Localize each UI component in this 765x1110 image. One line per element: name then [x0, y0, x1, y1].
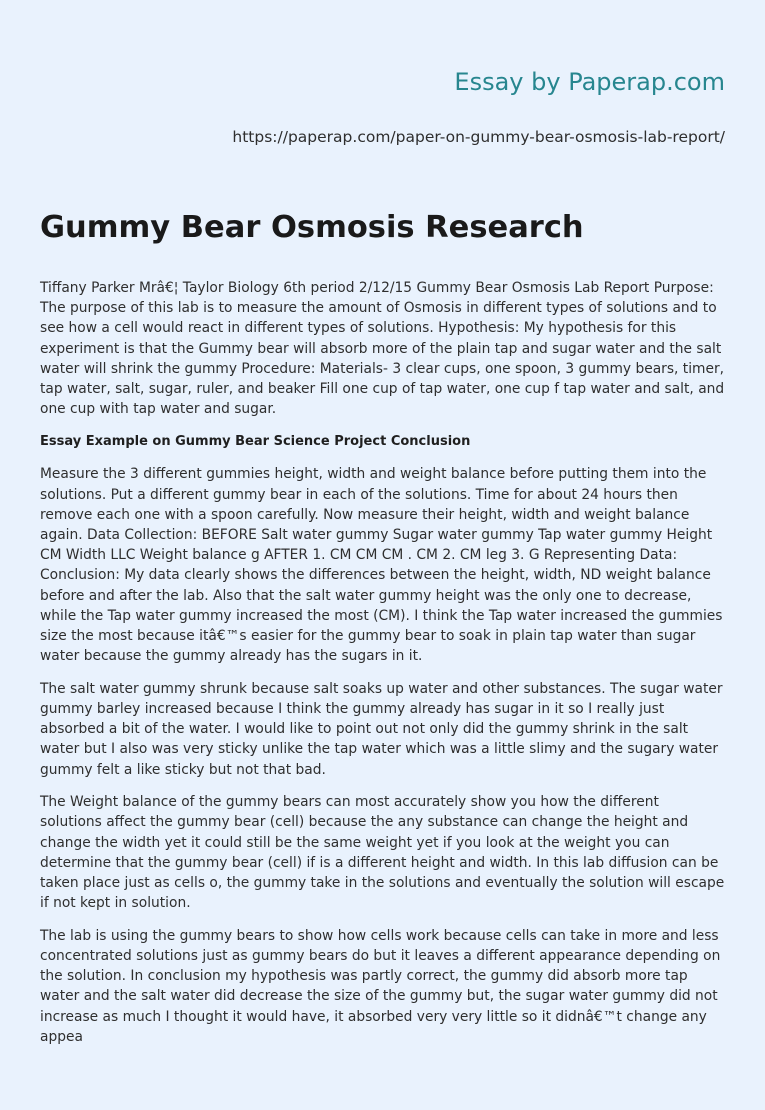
- source-url[interactable]: https://paperap.com/paper-on-gummy-bear-osmosis-lab-report/: [232, 128, 725, 146]
- section-heading: Essay Example on Gummy Bear Science Project Conclusion: [40, 433, 471, 449]
- paragraph-salt-water: The salt water gummy shrunk because salt soaks up water and other substances. The sugar water gummy barley increased because I think the gummy already has sugar in it so I really just absorbed a bit of the water. I would like to point out not only did the gummy shrink in the salt water but I also was very sticky unlike the tap water which was a little slimy and the sugary water gummy felt a like sticky but not that bad.: [40, 680, 723, 778]
- site-brand[interactable]: Essay by Paperap.com: [454, 68, 725, 96]
- paragraph-intro: Tiffany Parker Mrâ€¦ Taylor Biology 6th period 2/12/15 Gummy Bear Osmosis Lab Report Purpose: The purpose of this lab is to measure the amount of Osmosis in different types of solutions and to see how a cell would react in different types of solutions. Hypothesis: My hypothesis for this experiment is that the Gummy bear will absorb more of the plain tap and sugar water and the salt water will shrink the gummy Procedure: Materials- 3 clear cups, one spoon, 3 gummy bears, timer, tap water, salt, sugar, ruler, and beaker Fill one cup of tap water, one cup f tap water and salt, and one cup with tap water and sugar.: [40, 280, 725, 418]
- paragraph-weight-balance: The Weight balance of the gummy bears can most accurately show you how the different solutions affect the gummy bear (cell) because the any substance can change the height and change the width yet it could still be the same weight yet if you look at the weight you can determine that the gummy bear (cell) if is a different height and width. In this lab diffusion can be taken place just as cells o, the gummy take in the solutions and eventually the solution will escape if not kept in solution.: [40, 794, 725, 912]
- page-title: Gummy Bear Osmosis Research: [40, 210, 584, 245]
- essay-body: [40, 278, 725, 1059]
- paragraph-conclusion: The lab is using the gummy bears to show how cells work because cells can take in more and less concentrated solutions just as gummy bears do but it leaves a different appearance depending on the solution. In conclusion my hypothesis was partly correct, the gummy did absorb more tap water and the salt water did decrease the size of the gummy but, the sugar water gummy did not increase as much I thought it would have, it absorbed very very little so it didnâ€™t change any appea: [40, 927, 721, 1045]
- paragraph-procedure: Measure the 3 different gummies height, width and weight balance before putting them into the solutions. Put a different gummy bear in each of the solutions. Time for about 24 hours then remove each one with a spoon carefully. Now measure their height, width and weight balance again. Data Collection: BEFORE Salt water gummy Sugar water gummy Tap water gummy Height CM Width LLC Weight balance g AFTER 1. CM CM CM . CM 2. CM leg 3. G Representing Data: Conclusion: My data clearly shows the differences between the height, width, ND weight balance before and after the lab. Also that the salt water gummy height was the only one to decrease, while the Tap water gummy increased the most (CM). I think the Tap water increased the gummies size the most because itâ€™s easier for the gummy bear to soak in plain tap water than sugar water because the gummy already has the sugars in it.: [40, 466, 723, 665]
